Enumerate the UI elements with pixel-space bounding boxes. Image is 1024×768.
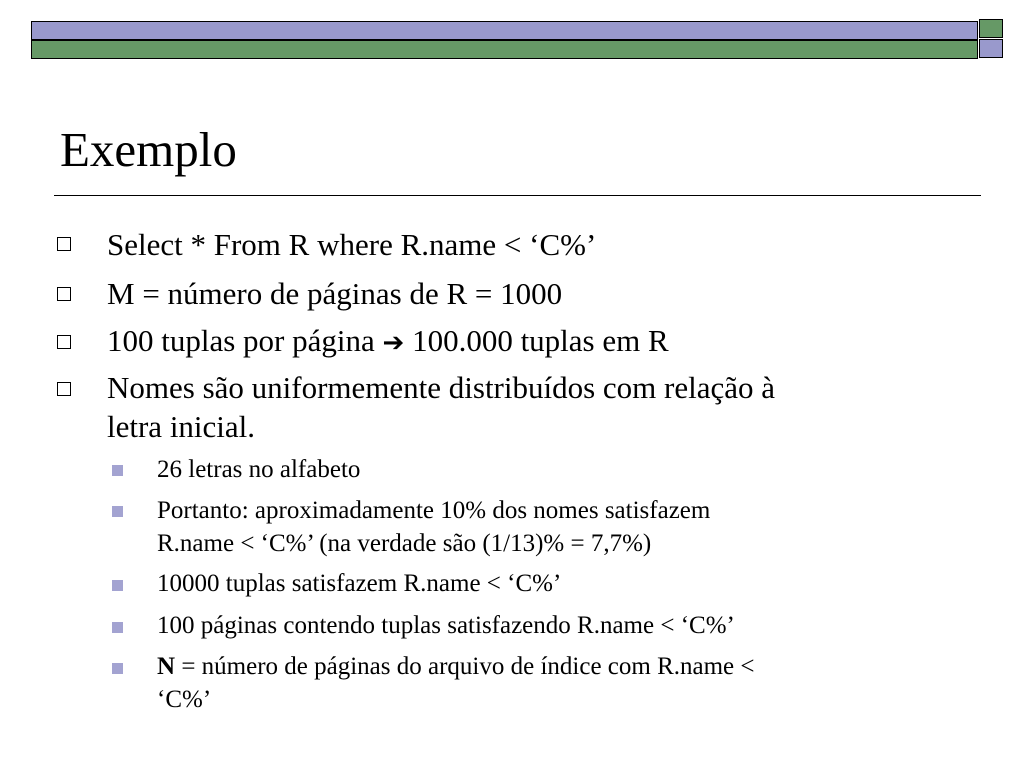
bullet-pages: M = número de páginas de R = 1000: [107, 276, 563, 311]
bullet-distribution-line1: Nomes são uniformemente distribuídos com relação à: [107, 370, 776, 405]
sub-bullet-pages-containing: 100 páginas contendo tuplas satisfazendo R.name < ‘C%’: [157, 612, 735, 639]
hollow-square-bullet-icon: [57, 382, 71, 396]
arrow-right-icon: ➔: [382, 328, 405, 358]
filled-square-bullet-icon: [112, 580, 123, 591]
sub-bullet-approx-line1: Portanto: aproximadamente 10% dos nomes satisfazem: [157, 497, 711, 524]
filled-square-bullet-icon: [112, 465, 123, 476]
variable-n: N: [157, 653, 176, 680]
sub-bullet-tuples-satisfy: 10000 tuplas satisfazem R.name < ‘C%’: [157, 570, 562, 597]
hollow-square-bullet-icon: [57, 335, 71, 349]
sub-bullet-index-pages-line1: [157, 653, 987, 681]
sub-bullet-index-pages-rest: = número de páginas do arquivo de índice com R.name <: [175, 653, 755, 680]
sub-bullet-alphabet: 26 letras no alfabeto: [157, 456, 361, 483]
filled-square-bullet-icon: [112, 506, 123, 517]
bullet-tuples-after: 100.000 tuplas em R: [404, 323, 669, 358]
hollow-square-bullet-icon: [57, 287, 71, 301]
bullet-tuples-before: 100 tuplas por página: [107, 323, 383, 358]
filled-square-bullet-icon: [112, 663, 123, 674]
hollow-square-bullet-icon: [57, 237, 71, 251]
bullet-distribution-line2: letra inicial.: [107, 409, 256, 444]
filled-square-bullet-icon: [112, 622, 123, 633]
sub-bullet-index-pages-line2: ‘C%’: [157, 686, 212, 713]
bullet-tuples: [107, 322, 987, 362]
sub-bullet-approx-line2: R.name < ‘C%’ (na verdade são (1/13)% = 7,7%): [157, 530, 652, 557]
slide-title: Exemplo: [60, 122, 237, 177]
bullet-query: Select * From R where R.name < ‘C%’: [107, 227, 597, 262]
